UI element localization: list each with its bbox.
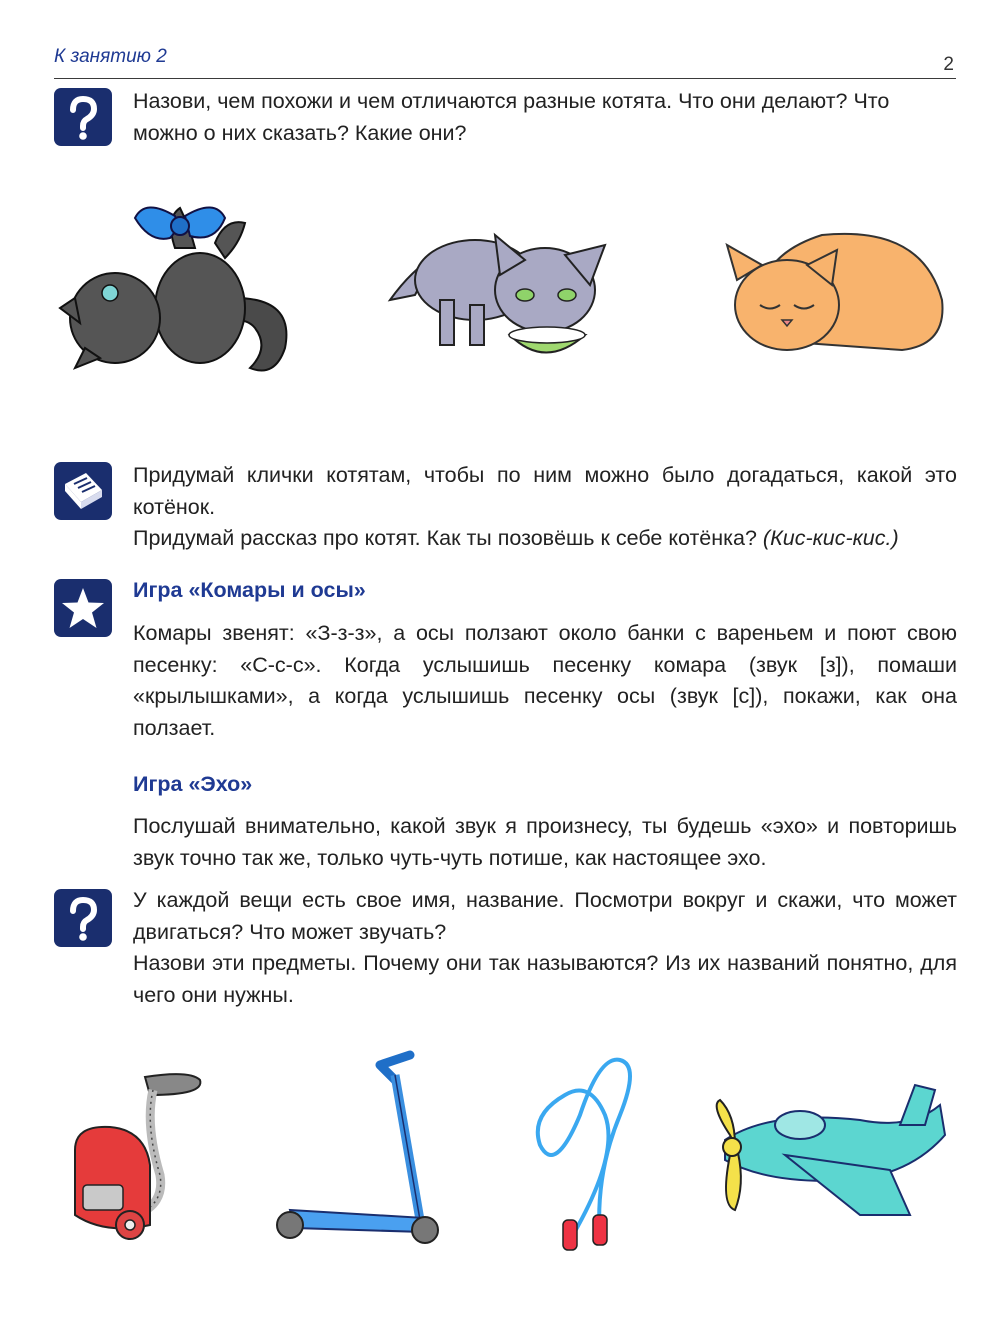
book-text-2-hint: (Кис-кис-кис.) [762, 526, 899, 550]
game-1-title: Игра «Комары и осы» [133, 578, 366, 602]
book-icon [54, 462, 112, 520]
question-2-text-2: Назови эти предметы. Почему они так называются? Из их названий понятно, для чего они нужны. [133, 951, 957, 1007]
grey-kitten-illustration [385, 205, 615, 380]
toy-airplane-illustration [690, 1075, 955, 1225]
game-1-text: Комары звенят: «З-з-з», а осы ползают около банки с вареньем и поют свою песенку: «С-с-с». Когда услышишь песенку комара (звук [з]), помаши «крылышками», а когда услышишь песенку осы (звук [с]), покажи, как она ползает. [133, 621, 957, 740]
question-1-text: Назови, чем похожи и чем отличаются разные котята. Что они делают? Что можно о них сказать? Какие они? [133, 89, 890, 145]
orange-kitten-illustration [722, 220, 947, 360]
question-icon [54, 88, 112, 146]
star-icon [54, 579, 112, 637]
lesson-title: К занятию 2 [54, 46, 167, 67]
jump-rope-illustration [525, 1055, 645, 1255]
page-number: 2 [943, 54, 954, 75]
question-icon [54, 889, 112, 947]
vacuum-cleaner-illustration [65, 1065, 215, 1250]
book-text-2-main: Придумай рассказ про котят. Как ты позовёшь к себе котёнка? [133, 526, 757, 550]
book-text-2 [133, 523, 957, 555]
scooter-illustration [265, 1050, 445, 1245]
question-2-text-1: У каждой вещи есть свое имя, название. Посмотри вокруг и скажи, что может двигаться? Что может звучать? [133, 888, 957, 944]
game-2-text: Послушай внимательно, какой звук я произнесу, ты будешь «эхо» и повторишь звук точно так же, только чуть-чуть потише, как настоящее эхо. [133, 814, 957, 870]
game-2-title: Игра «Эхо» [133, 772, 253, 796]
book-text-1: Придумай клички котятам, чтобы по ним можно было догадаться, какой это котёнок. [133, 463, 957, 519]
page-header [54, 46, 956, 79]
black-kitten-illustration [55, 198, 305, 388]
